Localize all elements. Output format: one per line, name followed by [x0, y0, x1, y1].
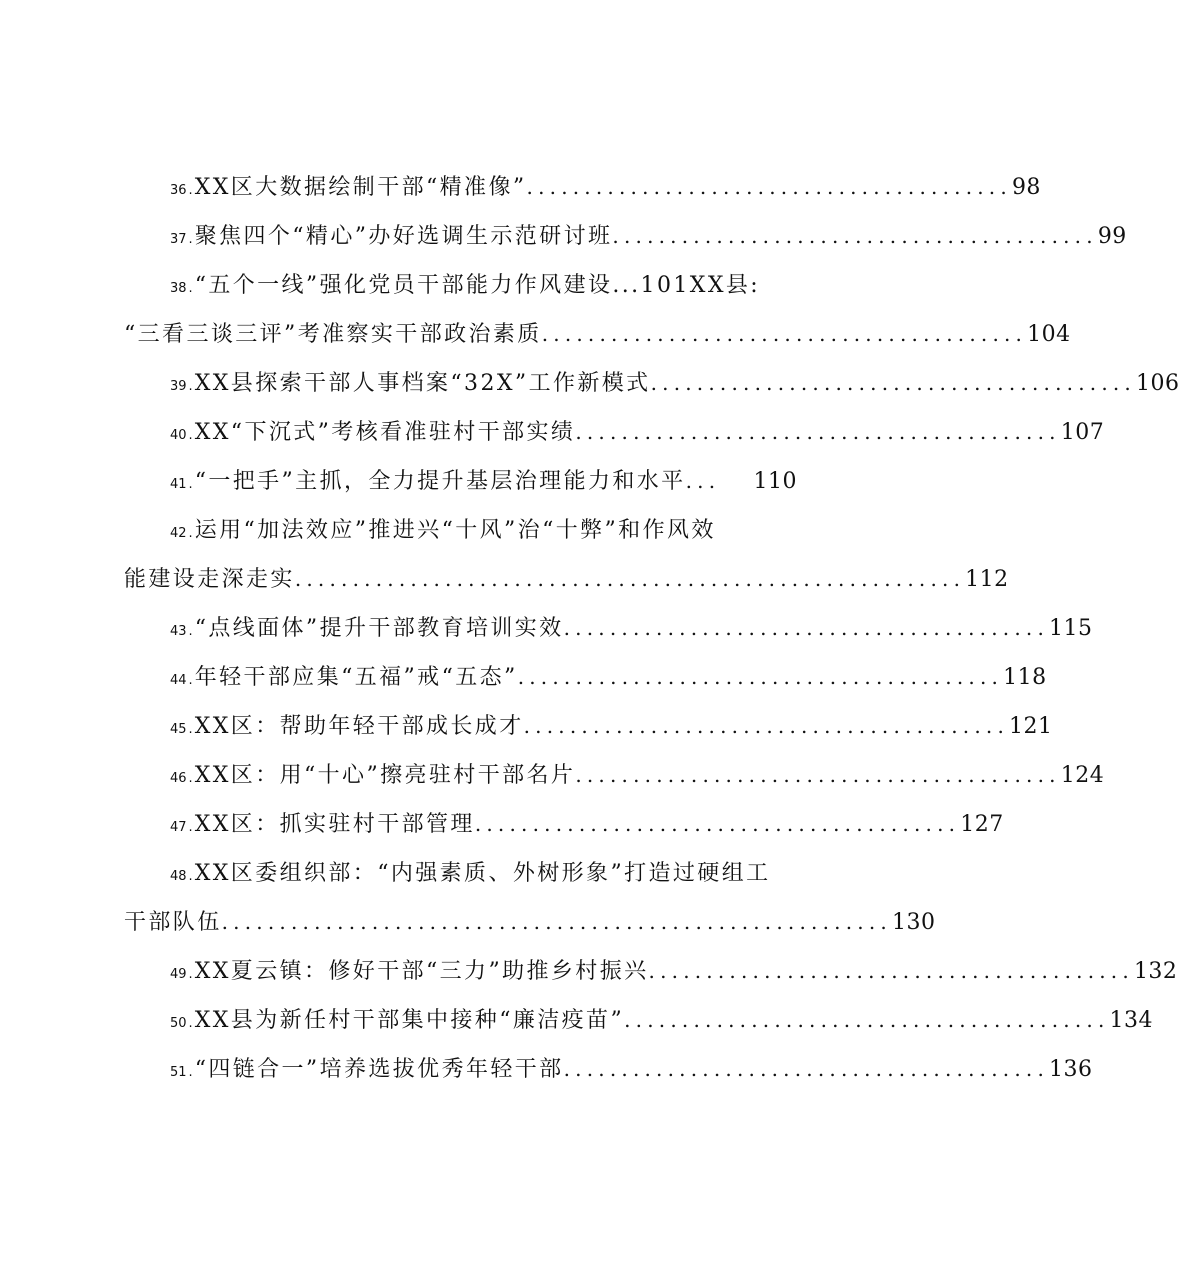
entry-number: 43	[170, 624, 187, 639]
dot-leader: ..........................................	[575, 763, 1061, 787]
entry-page: 121	[1009, 714, 1053, 739]
toc-entry	[170, 709, 1053, 739]
toc-entry	[170, 219, 1127, 249]
toc-entry	[170, 758, 1105, 788]
entry-page: 127	[960, 812, 1004, 837]
entry-title: XX区委组织部：“内强素质、外树形象”打造过硬组工	[194, 861, 771, 886]
entry-title: “一把手”主抓，全力提升基层治理能力和水平	[194, 469, 686, 494]
toc-entry	[170, 1052, 1093, 1082]
entry-title: “四链合一”培养选拔优秀年轻干部	[194, 1057, 564, 1082]
entry-number-separator: .	[188, 428, 193, 443]
entry-number: 41	[170, 477, 187, 492]
entry-page: 136	[1049, 1057, 1093, 1082]
entry-title: 干部队伍	[124, 910, 222, 935]
entry-title: XX县为新任村干部集中接种“廉洁疫苗”	[194, 1008, 625, 1033]
entry-title: “三看三谈三评”考准察实干部政治素质	[124, 322, 542, 347]
entry-page: 115	[1049, 616, 1093, 641]
dot-leader: ..........................................	[523, 714, 1010, 738]
entry-number-separator: .	[188, 379, 193, 394]
entry-number-separator: .	[188, 673, 193, 688]
entry-title: 能建设走深走实	[124, 567, 295, 592]
dot-leader: ..........................................	[612, 224, 1098, 248]
entry-page: 107	[1060, 420, 1105, 445]
entry-number-separator: .	[188, 477, 193, 492]
entry-page: 130	[891, 910, 936, 935]
entry-page: 132	[1133, 959, 1178, 984]
entry-page: 106	[1136, 371, 1180, 396]
entry-page: 98	[1011, 175, 1041, 200]
toc-entry-continuation	[124, 562, 1009, 592]
entry-number-separator: .	[188, 967, 193, 982]
entry-title: XX区：帮助年轻干部成长成才	[194, 714, 524, 739]
dot-leader: ..........................................	[563, 616, 1050, 640]
dot-leader: ..........................................................	[221, 910, 892, 934]
toc-entry	[170, 366, 1180, 396]
toc-entry	[170, 660, 1047, 690]
entry-number: 47	[170, 820, 187, 835]
dot-leader: ...	[685, 469, 721, 493]
toc-entry-continuation	[124, 317, 1071, 347]
entry-number: 38	[170, 281, 187, 296]
entry-number: 36	[170, 183, 187, 198]
entry-title: 年轻干部应集“五福”戒“五态”	[194, 665, 518, 690]
entry-number: 49	[170, 967, 187, 982]
entry-title: XX区：用“十心”擦亮驻村干部名片	[194, 763, 576, 788]
entry-title: XX区大数据绘制干部“精准像”	[194, 175, 527, 200]
entry-page: 99	[1097, 224, 1127, 249]
entry-number-separator: .	[188, 820, 193, 835]
entry-page: 118	[1003, 665, 1047, 690]
toc-entry	[170, 268, 797, 298]
toc-entry	[170, 513, 797, 543]
entry-number: 39	[170, 379, 187, 394]
dot-leader: ..........................................	[526, 175, 1012, 199]
dot-leader: ..........................................	[575, 420, 1061, 444]
entry-title: “五个一线”强化党员干部能力作风建设...101XX县:	[194, 273, 761, 298]
toc-entry-continuation	[124, 905, 936, 935]
entry-page: 112	[965, 567, 1009, 592]
entry-number-separator: .	[188, 281, 193, 296]
entry-page: 110	[753, 469, 797, 494]
entry-number: 44	[170, 673, 187, 688]
entry-number-separator: .	[188, 526, 193, 541]
entry-page: 104	[1027, 322, 1071, 347]
entry-number-separator: .	[188, 624, 193, 639]
toc-entry	[170, 1003, 1154, 1033]
entry-number: 37	[170, 232, 187, 247]
entry-number-separator: .	[188, 183, 193, 198]
entry-page: 134	[1109, 1008, 1154, 1033]
entry-title: 聚焦四个“精心”办好选调生示范研讨班	[194, 224, 613, 249]
dot-leader: ..........................................	[541, 322, 1028, 346]
dot-leader: ..........................................	[624, 1008, 1110, 1032]
toc-entry	[170, 611, 1093, 641]
entry-number-separator: .	[188, 771, 193, 786]
entry-title: 运用“加法效应”推进兴“十风”治“十弊”和作风效	[194, 518, 716, 543]
entry-number: 48	[170, 869, 187, 884]
dot-leader: ..........................................	[474, 812, 961, 836]
dot-leader: ..........................................................	[294, 567, 966, 591]
entry-title: XX县探索干部人事档案“32X”工作新模式	[194, 371, 651, 396]
toc-entry	[170, 954, 1178, 984]
entry-title: XX区：抓实驻村干部管理	[194, 812, 475, 837]
toc-entry	[170, 464, 797, 494]
entry-number-separator: .	[188, 869, 193, 884]
entry-number: 51	[170, 1065, 187, 1080]
toc-entry	[170, 807, 1004, 837]
dot-leader: ..........................................	[648, 959, 1134, 983]
entry-number-separator: .	[188, 232, 193, 247]
entry-title: XX“下沉式”考核看准驻村干部实绩	[194, 420, 576, 445]
entry-title: “点线面体”提升干部教育培训实效	[194, 616, 564, 641]
toc-entry	[170, 415, 1105, 445]
entry-number-separator: .	[188, 1016, 193, 1031]
dot-leader: ..........................................	[563, 1057, 1050, 1081]
dot-leader: ..........................................	[650, 371, 1136, 395]
toc-entry	[170, 856, 797, 886]
entry-number: 45	[170, 722, 187, 737]
toc-entry	[170, 170, 1041, 200]
entry-number: 46	[170, 771, 187, 786]
entry-title: XX夏云镇：修好干部“三力”助推乡村振兴	[194, 959, 649, 984]
entry-number-separator: .	[188, 1065, 193, 1080]
dot-leader: ..........................................	[517, 665, 1004, 689]
entry-number: 42	[170, 526, 187, 541]
entry-number-separator: .	[188, 722, 193, 737]
entry-page: 124	[1060, 763, 1105, 788]
entry-number: 40	[170, 428, 187, 443]
entry-number: 50	[170, 1016, 187, 1031]
